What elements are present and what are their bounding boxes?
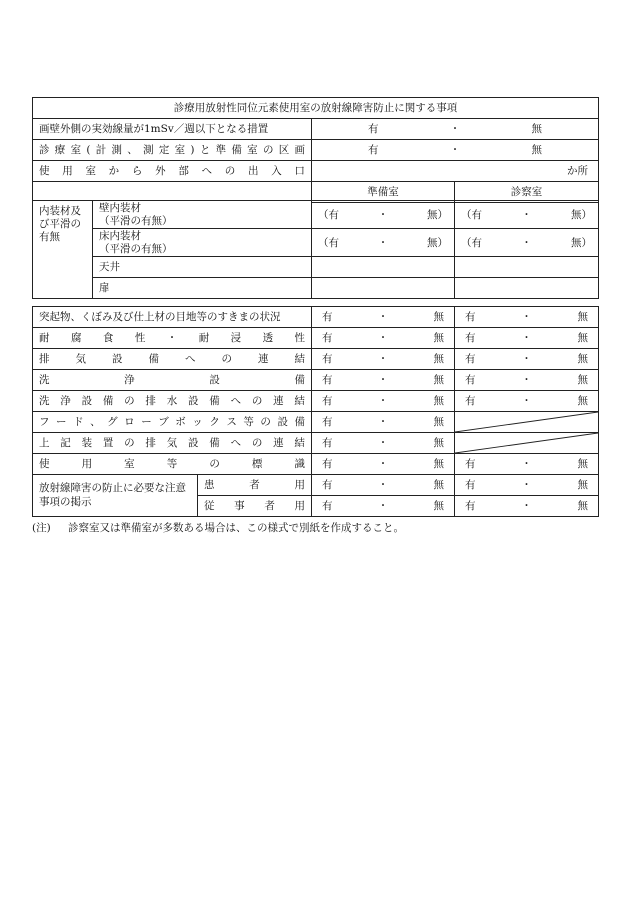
- corrosion-exam-value[interactable]: 有 ・ 無: [455, 328, 599, 349]
- drain-prep-value[interactable]: 有 ・ 無: [312, 391, 455, 412]
- floor-label-sub: （平滑の有無）: [99, 242, 173, 255]
- entrance-unit: か所: [567, 164, 589, 177]
- form-title: 診療用放射性同位元素使用室の放射線障害防止に関する事項: [33, 98, 599, 119]
- door-exam-field[interactable]: [455, 278, 599, 299]
- interior-group-label: 内装材及び平滑の有無: [33, 201, 93, 299]
- wall-exam-value[interactable]: （有 ・ 無）: [455, 201, 599, 229]
- sign-label: 使 用 室 等 の 標 識: [33, 454, 312, 475]
- notice-patient-prep-value[interactable]: 有 ・ 無: [312, 475, 455, 496]
- ceiling-prep-field[interactable]: [312, 257, 455, 278]
- floor-exam-value[interactable]: （有 ・ 無）: [455, 229, 599, 257]
- row-gaps: [33, 307, 599, 328]
- partition-value[interactable]: 有 ・ 無: [312, 140, 599, 161]
- footnote-label: (注): [32, 522, 51, 534]
- wash-label: 洗 浄 設 備: [33, 370, 312, 391]
- row-wash: [33, 370, 599, 391]
- gaps-prep-value[interactable]: 有 ・ 無: [312, 307, 455, 328]
- floor-prep-value[interactable]: （有 ・ 無）: [312, 229, 455, 257]
- notice-worker-prep-value[interactable]: 有 ・ 無: [312, 496, 455, 517]
- ceiling-exam-field[interactable]: [455, 257, 599, 278]
- exhaust-label: 排 気 設 備 へ の 連 結: [33, 349, 312, 370]
- entrance-count-field[interactable]: [312, 161, 599, 182]
- exhaust-exam-value[interactable]: 有 ・ 無: [455, 349, 599, 370]
- row-sign: [33, 454, 599, 475]
- row-floor: [33, 229, 599, 257]
- row-device-exhaust: [33, 433, 599, 454]
- diagonal-strike: [455, 433, 598, 453]
- sign-exam-value[interactable]: 有 ・ 無: [455, 454, 599, 475]
- row-drain: [33, 391, 599, 412]
- col-header-prep: 準備室: [312, 182, 455, 203]
- wall-prep-value[interactable]: （有 ・ 無）: [312, 201, 455, 229]
- interior-table: [32, 200, 599, 299]
- row-ceiling: [33, 257, 599, 278]
- entrance-label: [33, 161, 312, 182]
- hood-prep-value[interactable]: 有 ・ 無: [312, 412, 455, 433]
- device-exhaust-prep-value[interactable]: 有 ・ 無: [312, 433, 455, 454]
- gaps-exam-value[interactable]: 有 ・ 無: [455, 307, 599, 328]
- hood-exam-struck-cell: [455, 412, 599, 433]
- wall-label-main: 壁内装材: [99, 202, 141, 214]
- title-row: [33, 98, 599, 119]
- exhaust-prep-value[interactable]: 有 ・ 無: [312, 349, 455, 370]
- wall-label: [93, 201, 312, 229]
- row-partition: [33, 140, 599, 161]
- wash-exam-value[interactable]: 有 ・ 無: [455, 370, 599, 391]
- notice-patient-label: 患 者 用: [198, 475, 312, 496]
- row-wall: [33, 201, 599, 229]
- ceiling-label: 天井: [93, 257, 312, 278]
- corrosion-prep-value[interactable]: 有 ・ 無: [312, 328, 455, 349]
- notice-worker-label: 従 事 者 用: [198, 496, 312, 517]
- radiation-form-table: [32, 97, 599, 203]
- diagonal-strike: [455, 412, 598, 432]
- floor-label-main: 床内装材: [99, 230, 141, 242]
- shield-value[interactable]: 有 ・ 無: [312, 119, 599, 140]
- footnote: [32, 520, 404, 535]
- wall-label-sub: （平滑の有無）: [99, 214, 173, 227]
- row-entrance: [33, 161, 599, 182]
- row-shield: [33, 119, 599, 140]
- notice-group-label: 放射線障害の防止に必要な注意事項の掲示: [33, 475, 198, 517]
- row-exhaust: [33, 349, 599, 370]
- corrosion-label: 耐 腐 食 性 ・ 耐 浸 透 性: [33, 328, 312, 349]
- door-label: 扉: [93, 278, 312, 299]
- gaps-label: 突起物、くぼみ及び仕上材の目地等のすきまの状況: [33, 307, 312, 328]
- facility-table: [32, 306, 599, 517]
- floor-label: [93, 229, 312, 257]
- notice-patient-exam-value[interactable]: 有 ・ 無: [455, 475, 599, 496]
- drain-exam-value[interactable]: 有 ・ 無: [455, 391, 599, 412]
- footnote-text: 診察室又は準備室が多数ある場合は、この様式で別紙を作成すること。: [68, 522, 405, 534]
- row-hood: [33, 412, 599, 433]
- partition-label: [33, 140, 312, 161]
- door-prep-field[interactable]: [312, 278, 455, 299]
- row-corrosion: [33, 328, 599, 349]
- shield-label: 画壁外側の実効線量が1mSv／週以下となる措置: [33, 119, 312, 140]
- sign-prep-value[interactable]: 有 ・ 無: [312, 454, 455, 475]
- entrance-label-text: 使 用 室 か ら 外 部 へ の 出 入 口: [39, 164, 305, 177]
- notice-worker-exam-value[interactable]: 有 ・ 無: [455, 496, 599, 517]
- hood-label: フ ー ド 、 グ ロ ー ブ ボ ッ ク ス 等 の 設 備: [33, 412, 312, 433]
- device-exhaust-label: 上 記 装 置 の 排 気 設 備 へ の 連 結: [33, 433, 312, 454]
- row-notice-patient: [33, 475, 599, 496]
- partition-label-text: 診 療 室 ( 計 測 、 測 定 室 ) と 準 備 室 の 区 画: [39, 143, 305, 156]
- drain-label: 洗 浄 設 備 の 排 水 設 備 へ の 連 結: [33, 391, 312, 412]
- col-header-exam: 診察室: [455, 182, 599, 203]
- row-door: [33, 278, 599, 299]
- device-exhaust-exam-struck-cell: [455, 433, 599, 454]
- wash-prep-value[interactable]: 有 ・ 無: [312, 370, 455, 391]
